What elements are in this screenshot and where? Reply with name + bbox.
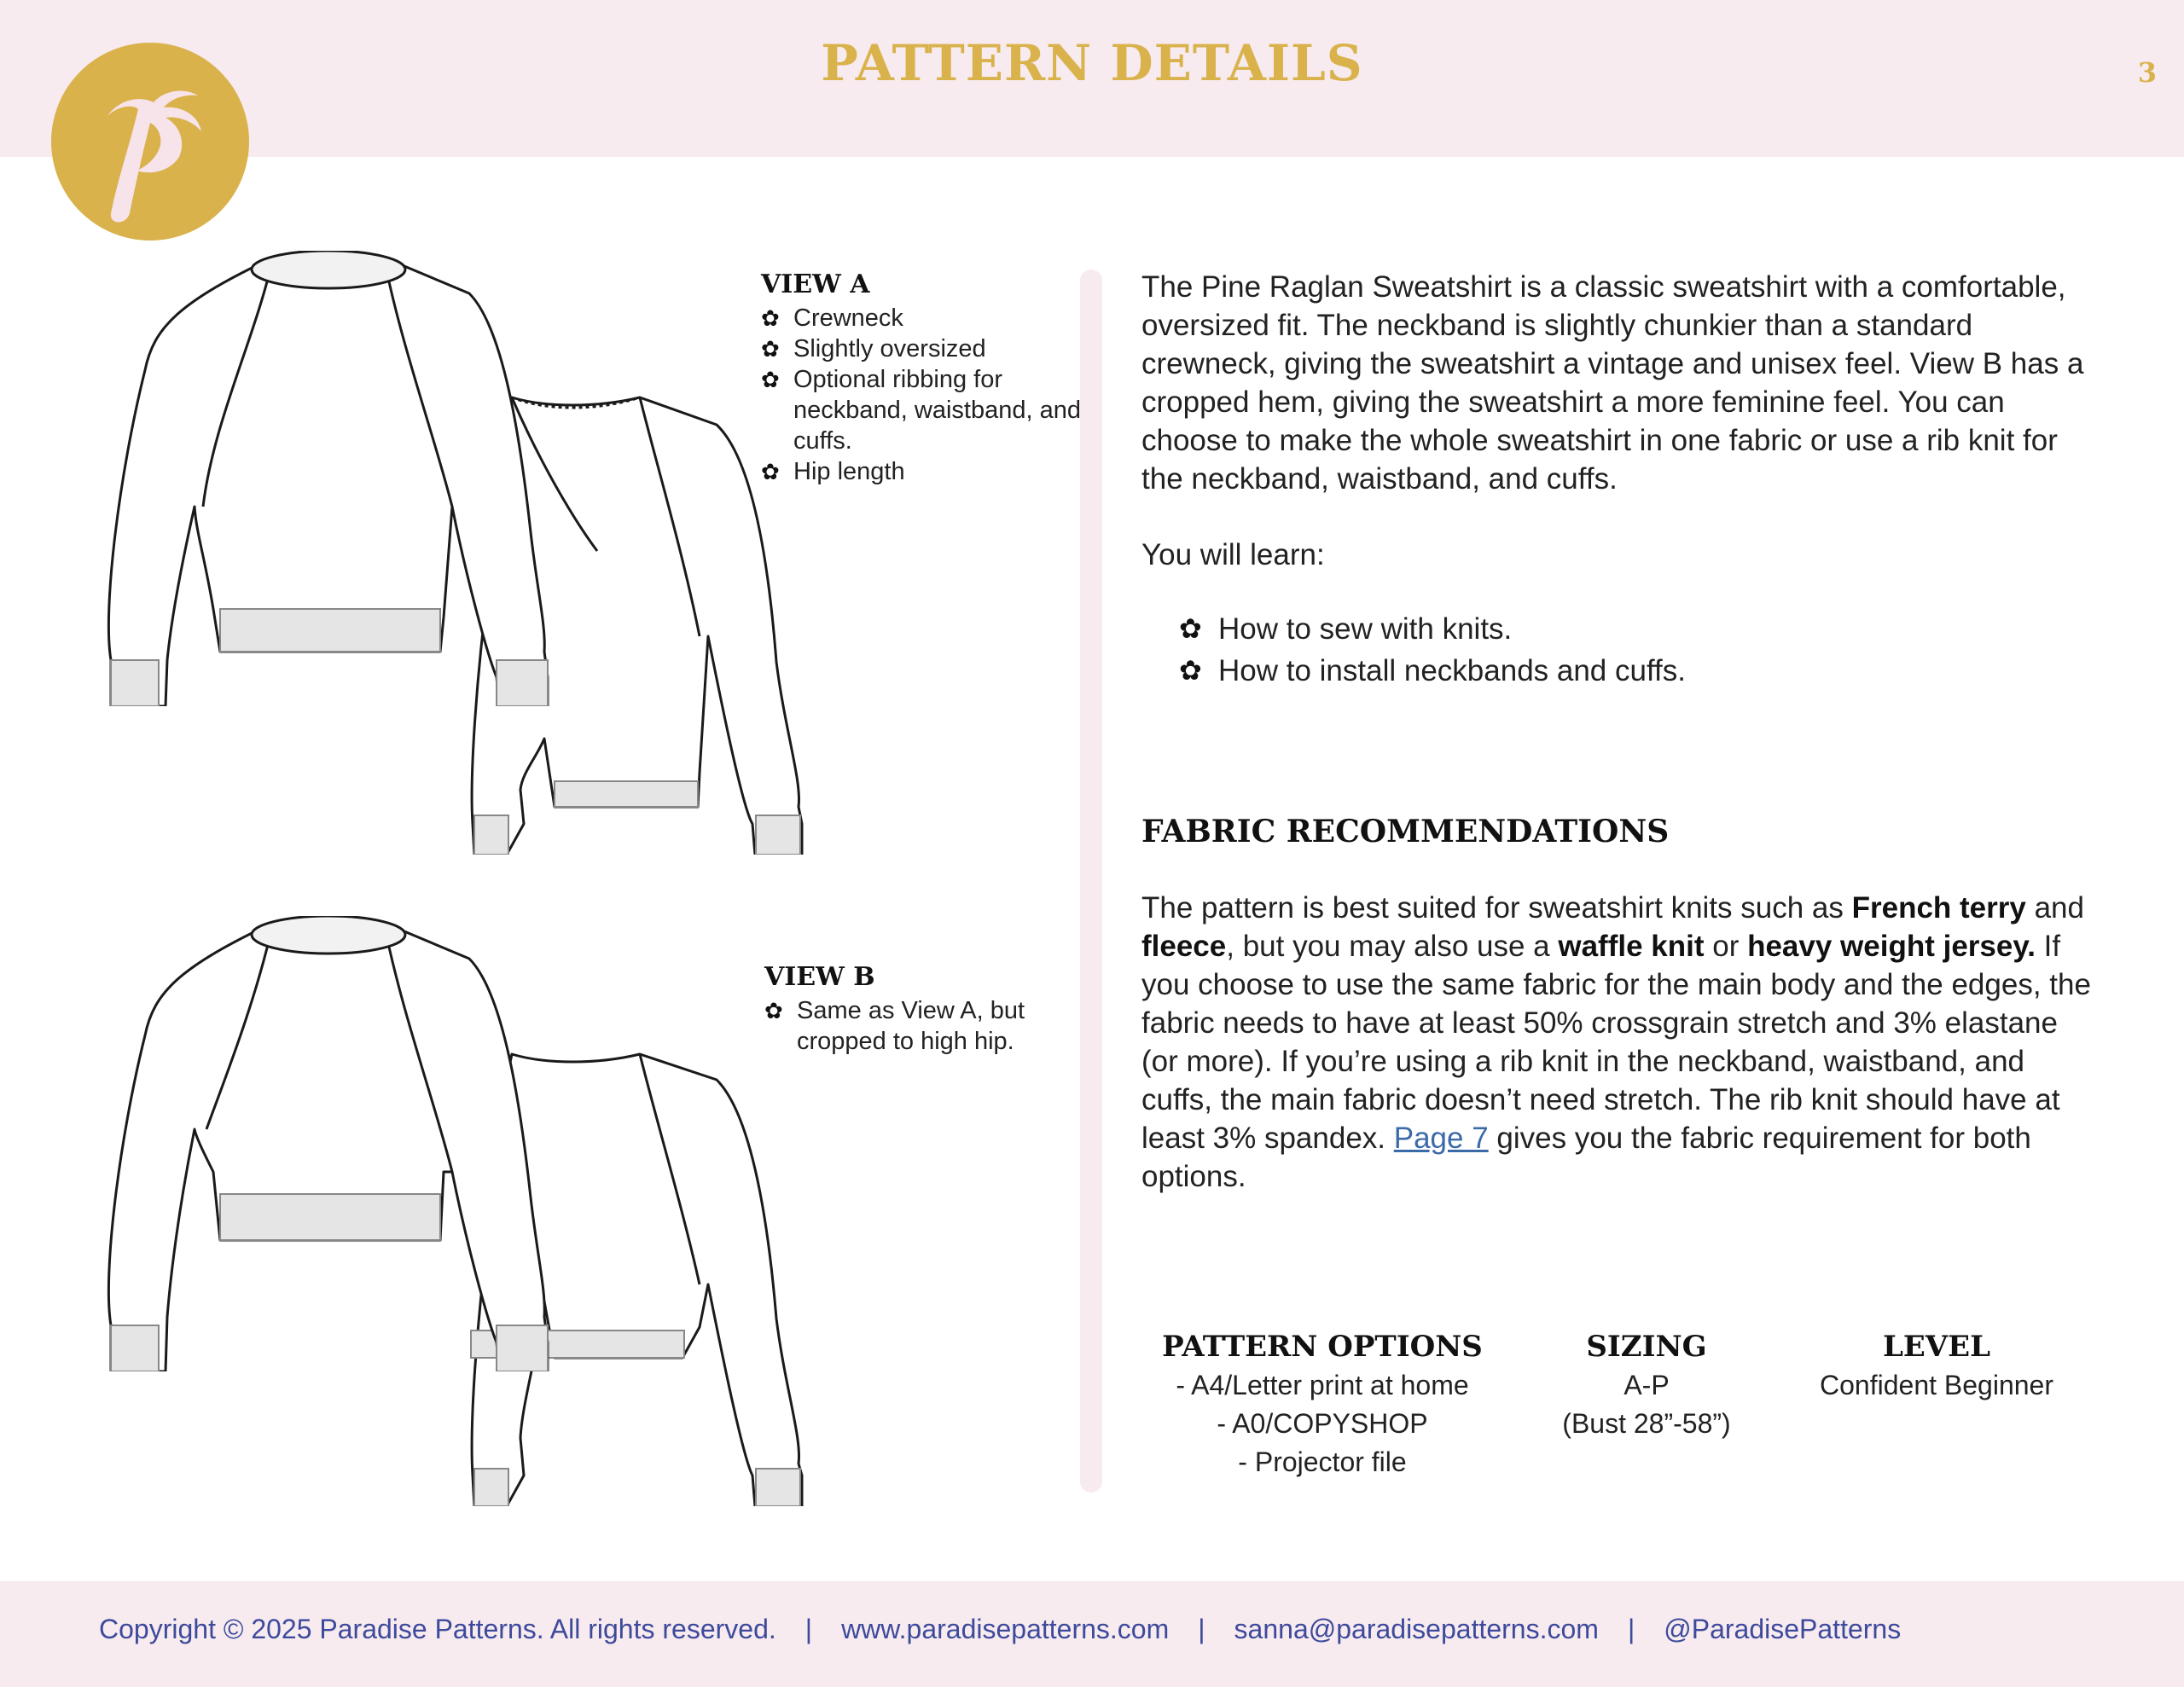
footer-separator: | [1627,1614,1635,1644]
sizing-title: SIZING [1586,1330,1707,1364]
fabric-paragraph: The pattern is best suited for sweatshirt knits such as French terry and fleece, but you may also use a waffle knit or heavy weight jersey. If you choose to use the same fabric for the main body and the edges, the fabric needs to have at least 50% crossgrain stretch and 3% elastane (or more). If you’re using a rib knit in the neckband, waistband, and cuffs, the main fabric doesn’t need stretch. The rib knit should have at least 3% spandex. Page 7 gives you the fabric requirement for both options. [1141,891,2091,1193]
brand-logo [51,43,249,241]
pattern-options-title: PATTERN OPTIONS [1162,1330,1483,1364]
learn-intro: You will learn: [1141,538,1325,571]
list-item: ✿ Optional ribbing for neckband, waistband, and cuffs. [761,366,1081,455]
view-a-legend [761,270,1085,487]
view-b-front-illustration [94,916,555,1371]
view-a-bullets [761,303,1085,487]
social-handle[interactable]: @ParadisePatterns [1664,1614,1902,1644]
sizing-block [1536,1327,1757,1443]
footer [99,1614,1901,1645]
sizing-line: (Bust 28”-58”) [1562,1408,1731,1439]
footer-separator: | [1198,1614,1205,1644]
view-b-title: VIEW B [764,962,875,992]
footer-separator: | [804,1614,813,1644]
flower-icon: ✿ [1179,613,1202,644]
palm-p-logo-icon [51,43,249,241]
flower-icon: ✿ [761,336,780,362]
pattern-option-line: - Projector file [1238,1446,1407,1477]
list-item: ✿ Hip length [761,458,905,485]
pattern-option-line: - A0/COPYSHOP [1217,1408,1428,1439]
page-number: 3 [2137,56,2157,89]
level-title: LEVEL [1882,1330,1991,1364]
flower-icon: ✿ [761,305,780,331]
intro-paragraph: The Pine Raglan Sweatshirt is a classic sweatshirt with a comfortable, oversized fit. The neckband is slightly chunkier than a standard crewneck, giving the sweatshirt a vintage and unisex feel. View B has a cropped hem, giving the sweatshirt a more feminine feel. You can choose to make the whole sweatshirt in one fabric or use a rib knit for the neckband, waistband, and cuffs. [1141,270,2084,496]
list-item: ✿ Same as View A, but cropped to high hip. [764,997,1025,1055]
fabric-section [1141,814,2097,1196]
list-item: ✿ Crewneck [761,304,903,332]
level-line: Confident Beginner [1820,1370,2053,1400]
flower-icon: ✿ [1179,655,1202,686]
level-block [1783,1327,2090,1405]
view-b-legend [764,962,1072,1057]
intro-section [1141,268,2097,692]
list-item: ✿ How to install neckbands and cuffs. [1179,650,2097,692]
website-link[interactable]: www.paradisepatterns.com [841,1614,1170,1644]
flower-icon: ✿ [764,998,783,1023]
list-item: ✿ How to sew with knits. [1179,608,2097,650]
learn-list [1179,608,2097,692]
pattern-options-block [1135,1327,1510,1481]
page-title: PATTERN DETAILS [821,34,1363,92]
copyright-text: Copyright © 2025 Paradise Patterns. All rights reserved. [99,1614,776,1644]
flower-icon: ✿ [761,459,780,484]
email-link[interactable]: sanna@paradisepatterns.com [1234,1614,1599,1644]
view-b-bullets [764,995,1072,1057]
fabric-heading: FABRIC RECOMMENDATIONS [1141,814,1670,849]
sizing-line: A-P [1623,1370,1670,1400]
flower-icon: ✿ [761,367,780,392]
view-a-front-illustration [94,251,555,706]
pattern-option-line: - A4/Letter print at home [1176,1370,1469,1400]
list-item: ✿ Slightly oversized [761,335,986,362]
page-7-link[interactable]: Page 7 [1393,1122,1489,1155]
view-a-title: VIEW A [761,270,870,299]
